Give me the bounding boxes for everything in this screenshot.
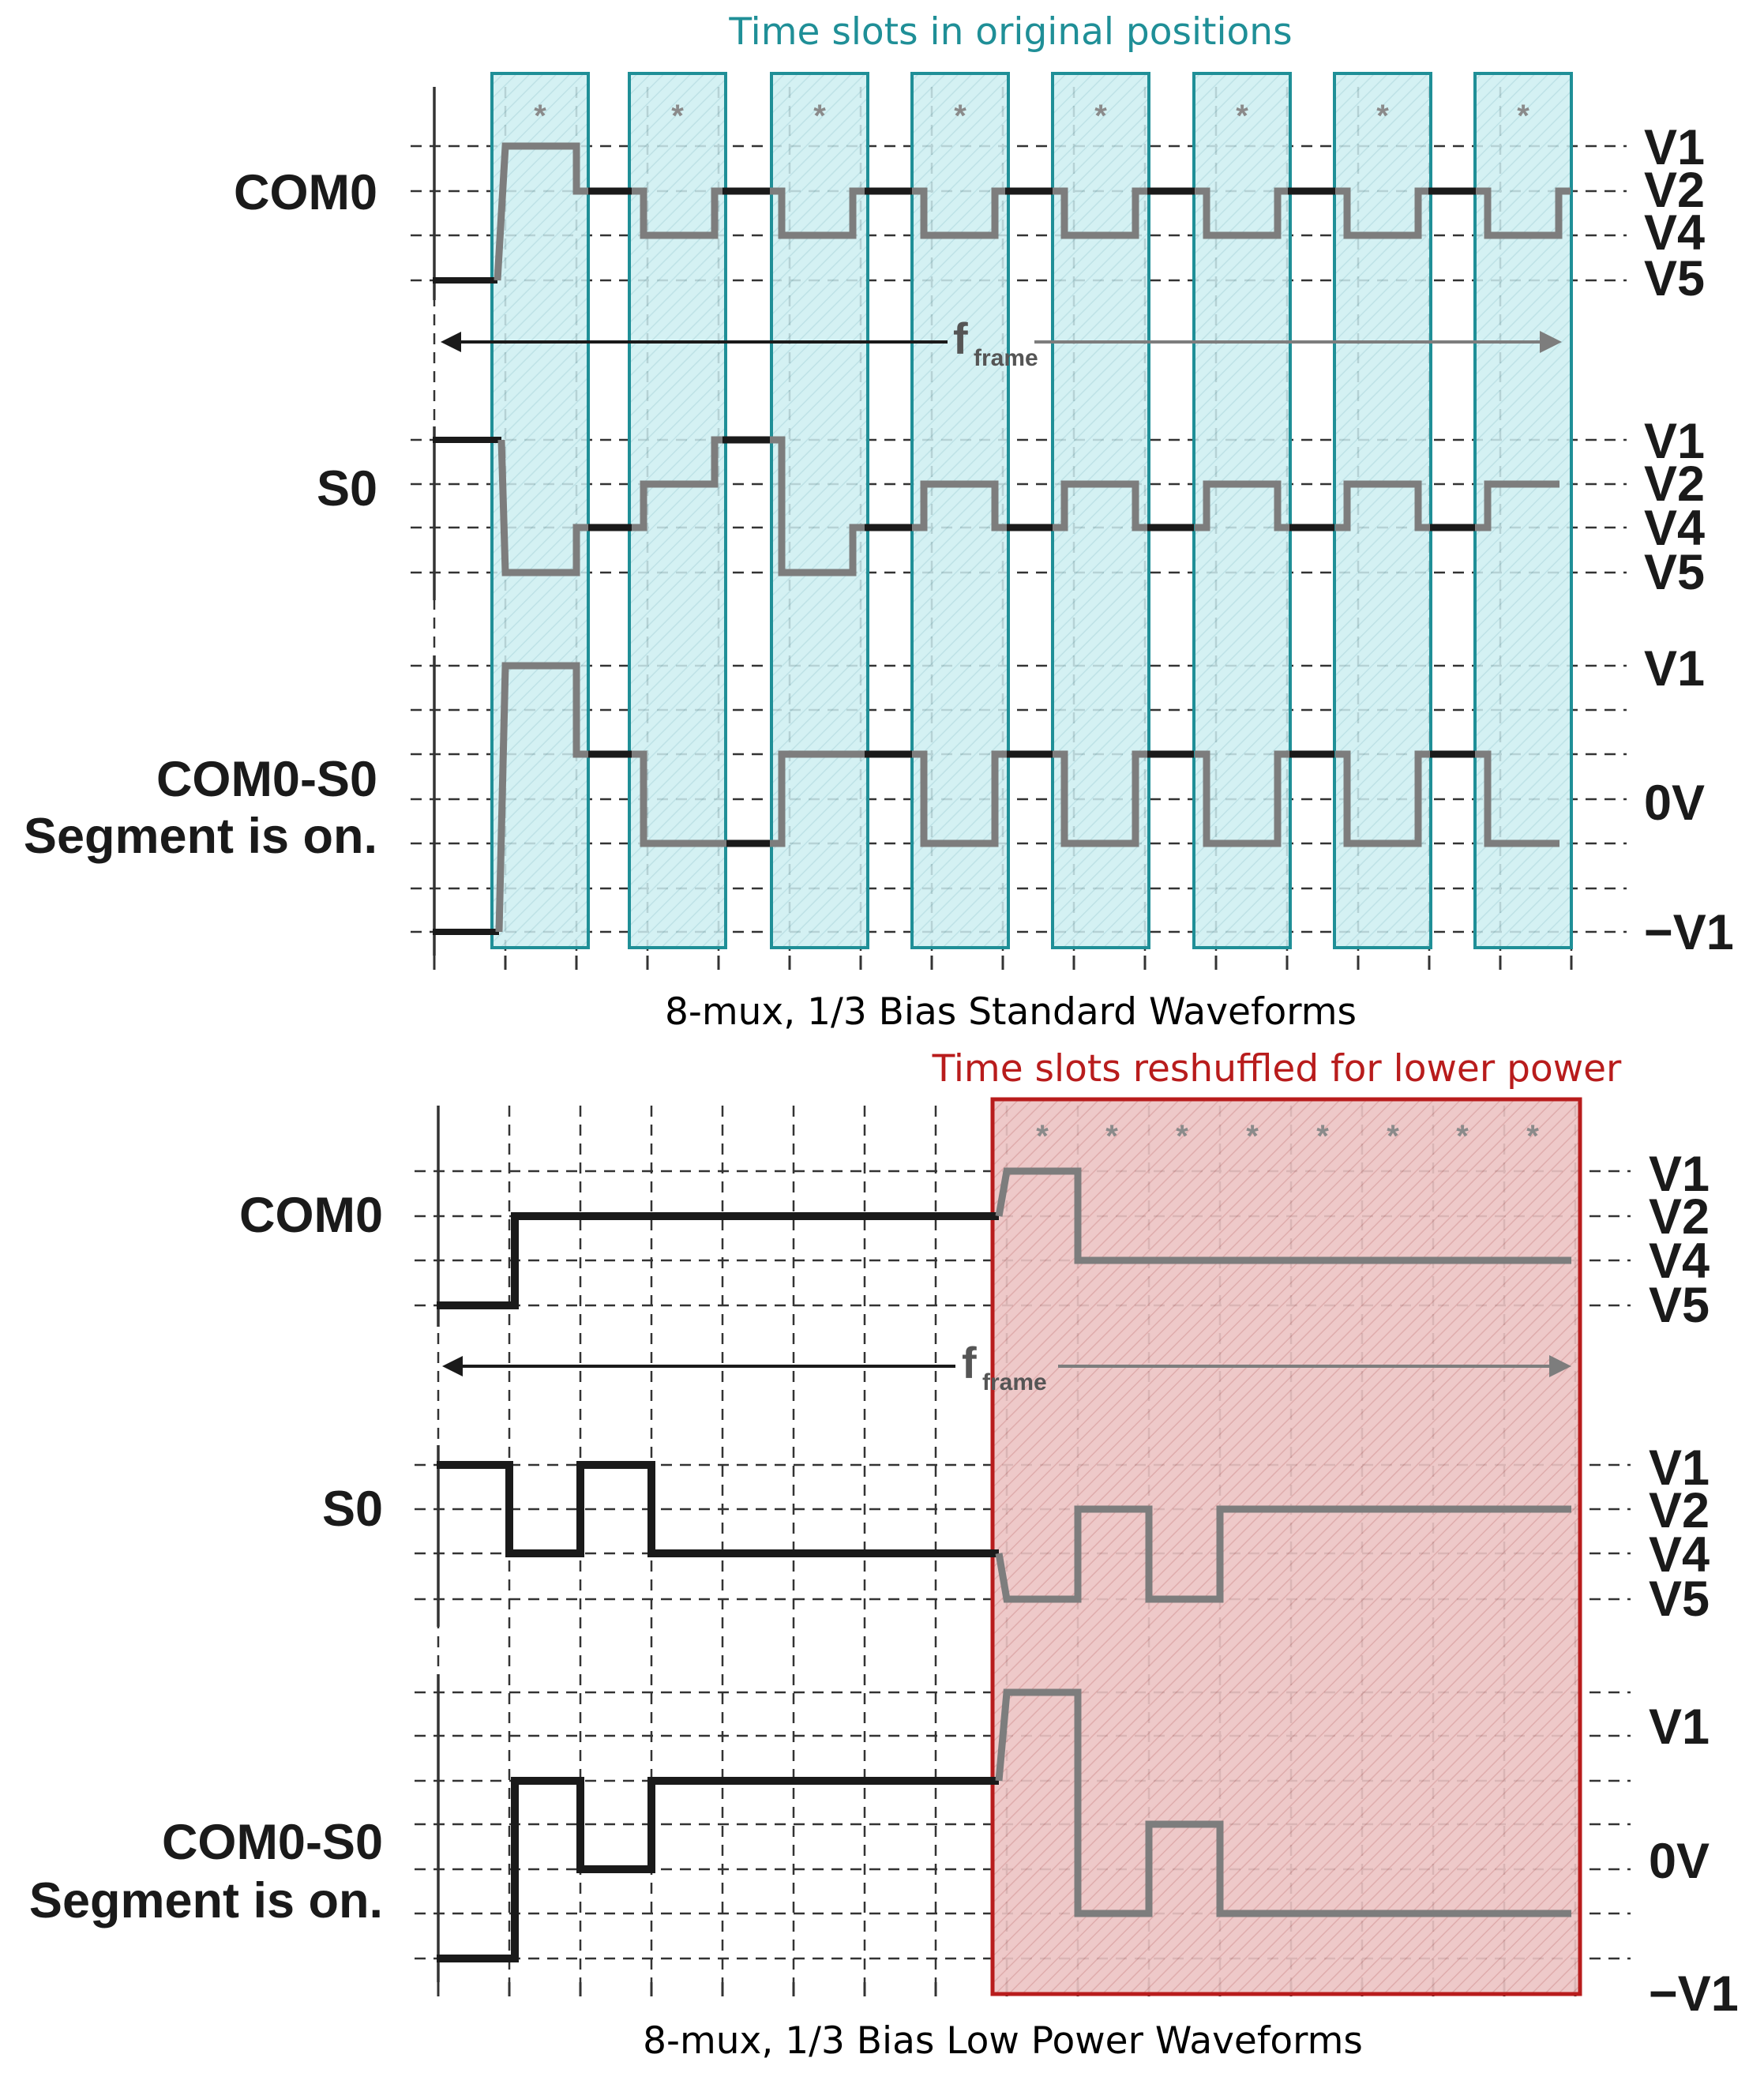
top-com0-levels [1644, 120, 1705, 306]
level-label: V1 [1644, 641, 1706, 697]
level-label: V2 [1644, 163, 1706, 218]
slot-marker: * [1246, 1119, 1259, 1154]
top-diff-levels [1644, 641, 1734, 960]
slot-marker: * [813, 99, 826, 133]
level-label: 0V [1649, 1834, 1710, 1889]
slot-marker: * [1376, 99, 1389, 133]
top-diff-sublabel: Segment is on. [23, 809, 377, 864]
level-label: V1 [1644, 120, 1706, 175]
top-s0-label: S0 [316, 461, 377, 516]
level-label: V2 [1649, 1189, 1710, 1245]
top-banner: Time slots in original positions [729, 10, 1293, 54]
level-label: V4 [1644, 501, 1706, 556]
slot-marker: * [1236, 99, 1248, 133]
level-label: V5 [1649, 1572, 1710, 1627]
level-label: V2 [1644, 456, 1706, 512]
level-label: V1 [1644, 414, 1706, 469]
top-time-slots [492, 73, 1571, 948]
level-label: V5 [1649, 1278, 1710, 1333]
bottom-diff-sublabel: Segment is on. [28, 1873, 383, 1928]
level-label: V1 [1649, 1147, 1710, 1202]
bottom-com0-label: COM0 [238, 1188, 383, 1243]
top-diff-label: COM0-S0 [156, 752, 377, 807]
level-label: −V1 [1644, 905, 1734, 960]
slot-marker: * [1176, 1119, 1188, 1154]
bottom-s0-levels [1649, 1440, 1710, 1627]
bottom-caption: 8-mux, 1/3 Bias Low Power Waveforms [643, 2019, 1363, 2063]
slot-marker: * [1526, 1119, 1539, 1154]
frame-subscript: frame [982, 1369, 1047, 1395]
slot-marker: * [1105, 1119, 1118, 1154]
bottom-section [29, 1047, 1739, 2063]
bottom-com0-levels [1649, 1147, 1710, 1333]
slot-marker: * [1094, 99, 1107, 133]
level-label: 0V [1644, 775, 1706, 831]
top-section [24, 10, 1734, 1034]
level-label: V5 [1644, 251, 1706, 306]
level-label: V5 [1644, 545, 1706, 600]
slot-marker: * [1316, 1119, 1329, 1154]
frame-subscript: frame [974, 345, 1038, 371]
slot-marker: * [1036, 1119, 1049, 1154]
level-label: V1 [1649, 1699, 1710, 1755]
bottom-s0-label: S0 [321, 1482, 383, 1537]
bottom-banner: Time slots reshuffled for lower power [932, 1047, 1622, 1091]
level-label: V4 [1649, 1234, 1710, 1289]
top-com0-label: COM0 [233, 165, 377, 220]
level-label: V4 [1649, 1527, 1710, 1583]
slot-marker: * [1517, 99, 1529, 133]
top-s0-levels [1644, 414, 1705, 600]
frame-label: f [962, 1338, 977, 1388]
level-label: V4 [1644, 205, 1706, 261]
slot-marker: * [954, 99, 966, 133]
top-caption: 8-mux, 1/3 Bias Standard Waveforms [664, 990, 1357, 1034]
slot-marker: * [534, 99, 546, 133]
bottom-diff-levels [1649, 1699, 1739, 2022]
level-label: −V1 [1649, 1966, 1739, 2022]
bottom-diff-label: COM0-S0 [161, 1815, 383, 1870]
level-label: V1 [1649, 1440, 1710, 1496]
level-label: V2 [1649, 1483, 1710, 1538]
frame-label: f [953, 314, 968, 363]
slot-marker: * [1456, 1119, 1469, 1154]
slot-marker: * [671, 99, 684, 133]
slot-marker: * [1387, 1119, 1399, 1154]
